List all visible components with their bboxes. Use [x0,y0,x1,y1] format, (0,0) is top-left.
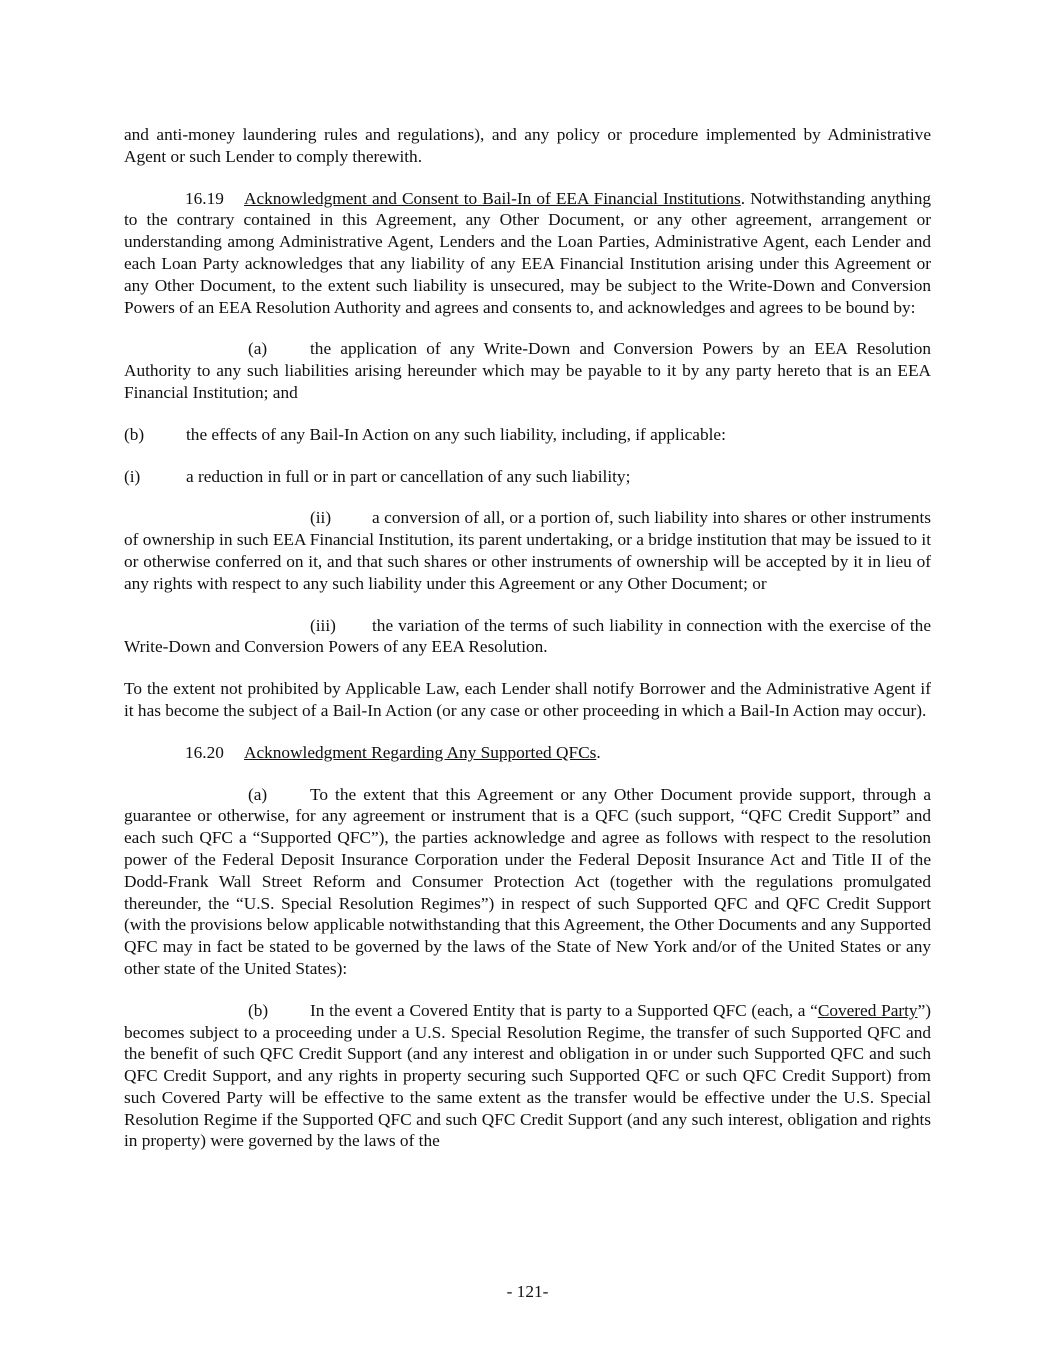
clause-label: (i) [124,466,141,486]
clause-text: a reduction in full or in part or cancellation of any such liability; [186,466,631,486]
section-title: Acknowledgment Regarding Any Supported QFCs [244,742,597,762]
clause-iii [124,615,931,659]
clause-a [124,338,931,403]
section-title-end: . [740,188,746,208]
section-16-19-paragraph [124,188,931,319]
defined-term-covered-party: Covered Party [817,1000,918,1020]
clause-label: (b) [124,424,145,444]
section-16-20-heading [124,742,931,764]
clause-text: the variation of the terms of such liability in connection with the exercise of the Write-Down and Conversion Powers of any EEA Resolution. [124,615,931,657]
section-body: Notwithstanding anything to the contrary contained in this Agreement, any Other Document, or any other agreement, arrangement or understanding among Administrative Agent, Lenders and the Loan Parties, Administrative Agent, each Lender and each Loan Party acknowledges that any liability of any EEA Financial Institution arising under this Agreement or any Other Document, to the extent such liability is unsecured, may be subject to the Write-Down and Conversion Powers of an EEA Resolution Authority and agrees and consents to, and acknowledges and agrees to be bound by: [124,188,931,317]
clause-label: (ii) [310,508,332,528]
intro-paragraph: and anti-money laundering rules and regulations), and any policy or procedure implemented by Administrative Agent or such Lender to comply therewith. [124,125,931,166]
clause-label: (a) [248,339,268,359]
clause-text: the effects of any Bail-In Action on any such liability, including, if applicable: [186,424,726,444]
clause-b [124,424,931,446]
section-title-end: . [596,742,601,762]
qfc-clause-b [124,1000,931,1153]
clause-i [124,466,931,488]
section-title: Acknowledgment and Consent to Bail-In of EEA Financial Institutions [244,188,741,208]
qfc-clause-a [124,784,931,980]
clause-text: the application of any Write-Down and Conversion Powers by an EEA Resolution Authority to any such liabilities arising hereunder which may be payable to it by any party hereto that is an EEA Financial Institution; and [124,339,931,402]
section-number: 16.20 [185,742,224,762]
clause-label: (b) [248,1000,269,1020]
document-page [124,124,931,1152]
clause-text-pre: In the event a Covered Entity that is party to a Supported QFC (each, a “ [310,1000,818,1020]
clause-label: (iii) [310,615,336,635]
clause-text: To the extent that this Agreement or any Other Document provide support, through a guarantee or otherwise, for any agreement or instrument that is a QFC (such support, “QFC Credit Support” and each such QFC a “Supported QFC”), the parties acknowledge and agree as follows with respect to the resolution power of the Federal Deposit Insurance Corporation under the Federal Deposit Insurance Act and Title II of the Dodd-Frank Wall Street Reform and Consumer Protection Act (together with the regulations promulgated thereunder, the “U.S. Special Resolution Regimes”) in respect of such Supported QFC and QFC Credit Support (with the provisions below applicable notwithstanding that this Agreement, the Other Documents and any Supported QFC may in fact be stated to be governed by the laws of the State of New York and/or of the United States or any other state of the United States): [124,784,931,978]
clause-text: a conversion of all, or a portion of, such liability into shares or other instruments of ownership in such EEA Financial Institution, its parent undertaking, or a bridge institution that may be issued to it or otherwise conferred on it, and that such shares or other instruments of ownership will be accepted by it in lieu of any rights with respect to any such liability under this Agreement or any Other Document; or [124,508,931,593]
clause-label: (a) [248,784,268,804]
page-number: - 121- [506,1282,549,1301]
section-number: 16.19 [185,188,224,208]
clause-ii [124,507,931,594]
bail-in-closing-paragraph: To the extent not prohibited by Applicable Law, each Lender shall notify Borrower and the Administrative Agent if it has become the subject of a Bail-In Action (or any case or other proceeding in which a Bail-In Action may occur). [124,679,931,720]
clause-text-post: ”) becomes subject to a proceeding under a U.S. Special Resolution Regime, the transfer of such Supported QFC and the benefit of such QFC Credit Support (and any interest and obligation in or under such Supported QFC and such QFC Credit Support, and any rights in property securing such Supported QFC or such QFC Credit Support) from such Covered Party will be effective to the same extent as the transfer would be effective under the U.S. Special Resolution Regime if the Supported QFC and such QFC Credit Support (and any such interest, obligation and rights in property) were governed by the laws of the [124,1000,931,1151]
